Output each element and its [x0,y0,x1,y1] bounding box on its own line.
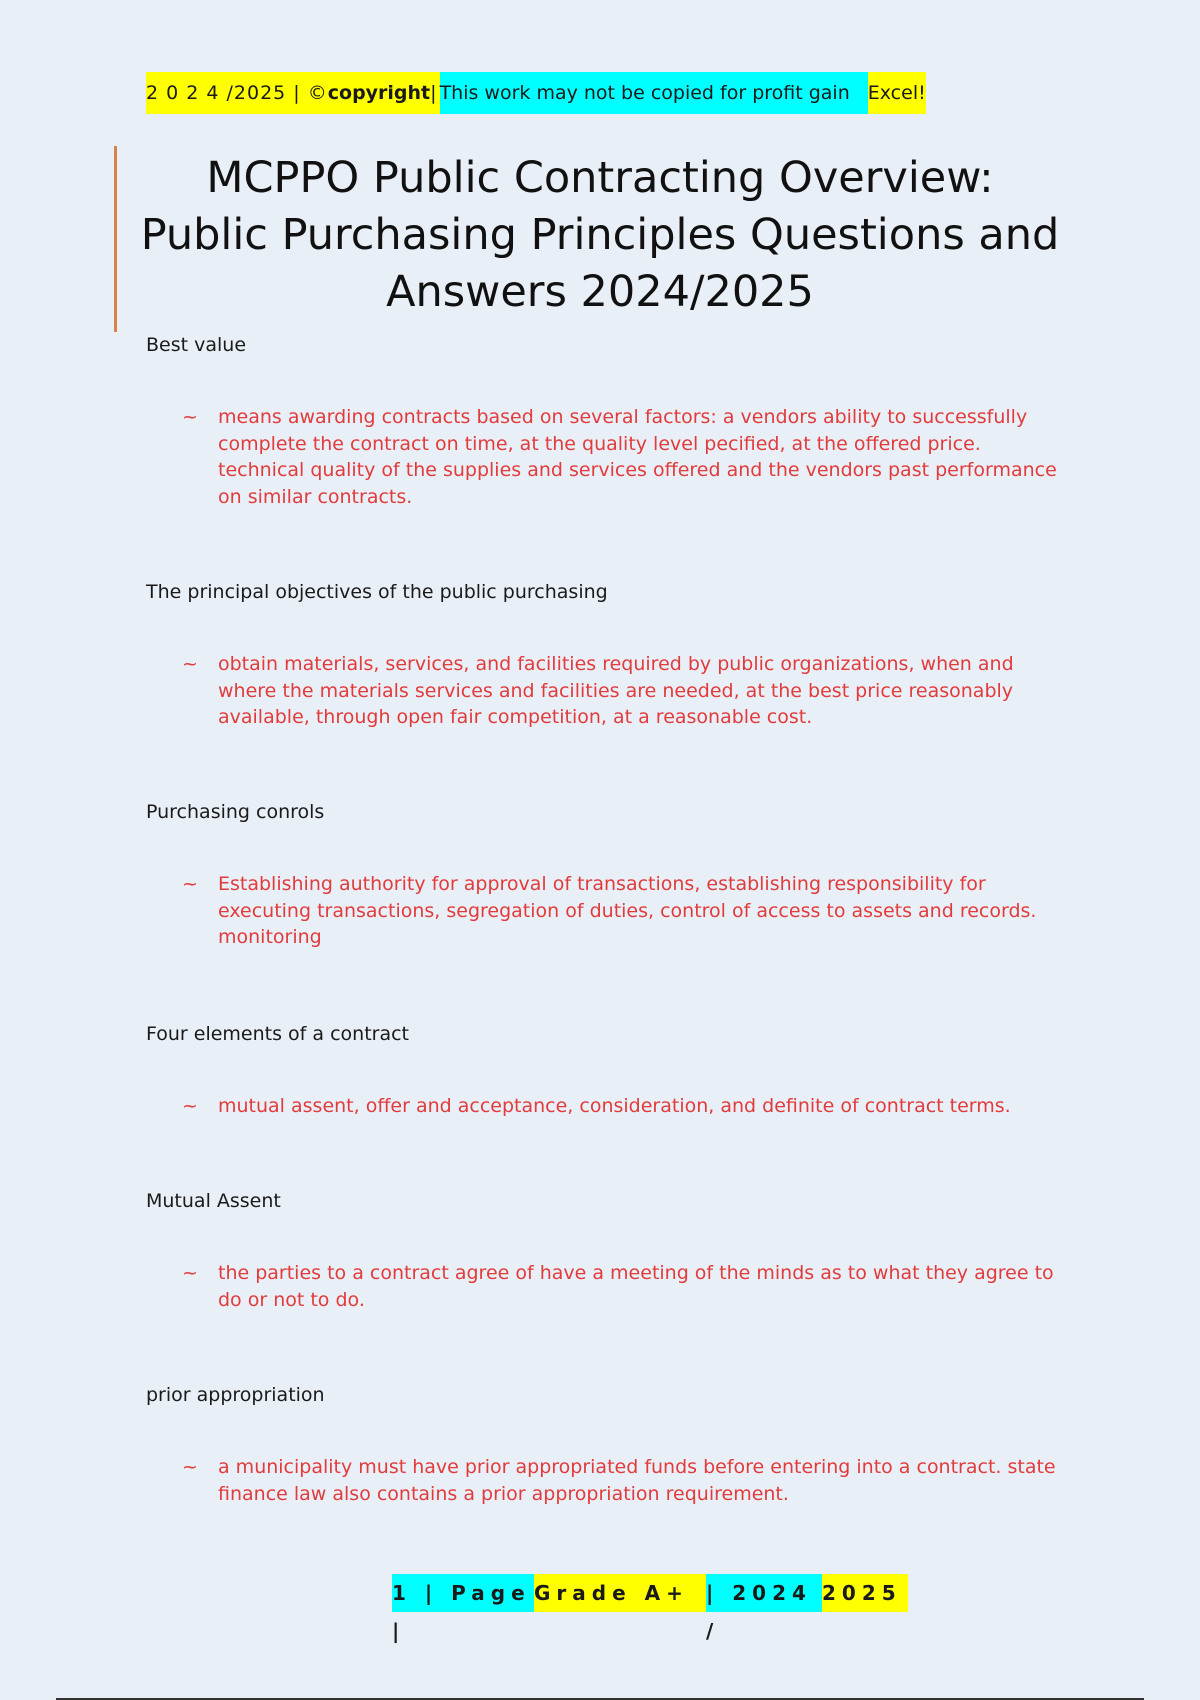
header-excel: Excel! [868,72,926,114]
qa-item [146,1023,1066,1120]
bullet-tilde-icon: ~ [182,406,198,428]
answer [146,651,1068,731]
answer [146,871,1068,951]
header-year-copyright [146,72,440,114]
qa-item [146,1190,1066,1313]
bullet-tilde-icon: ~ [182,1456,198,1478]
title-accent-bar [114,146,117,332]
footer-year-start: | 2024 / [706,1574,822,1612]
question: Four elements of a contract [146,1023,410,1045]
copyright-header [146,72,926,114]
answer-text: means awarding contracts based on several factors: a vendors ability to successfully complete the contract on time, at the quality level pecified, at the offered price. technical quality of the supplies and services offered and the vendors past performance on similar contracts. [218,406,1057,508]
question: Mutual Assent [146,1190,281,1212]
answer-text: Establishing authority for approval of transactions, establishing responsibility for executing transactions, segregation of duties, control of access to assets and records. monitoring [218,873,1037,948]
qa-item [146,581,1066,731]
document-title: MCPPO Public Contracting Overview: Public Purchasing Principles Questions and Answers 2024/2025 [140,153,1060,317]
header-copyright-word: copyright [327,82,431,104]
header-separator: | [430,82,438,104]
question: The principal objectives of the public purchasing [146,581,608,603]
answer [146,1454,1068,1507]
header-notice: This work may not be copied for profit gain [440,72,868,114]
header-year: 2 0 2 4 /2025 | © [146,82,328,104]
footer-grade: Grade A+ [534,1574,706,1612]
answer-text: the parties to a contract agree of have a meeting of the minds as to what they agree to do or not to do. [218,1262,1054,1311]
answer-text: mutual assent, offer and acceptance, consideration, and definite of contract terms. [218,1095,1011,1117]
answer [146,404,1068,510]
answer [146,1260,1068,1313]
qa-item [146,801,1066,951]
answer [146,1093,1068,1120]
bullet-tilde-icon: ~ [182,1095,198,1117]
question: Purchasing conrols [146,801,325,823]
bullet-tilde-icon: ~ [182,1262,198,1284]
answer-text: a municipality must have prior appropriated funds before entering into a contract. state finance law also contains a prior appropriation requirement. [218,1456,1056,1505]
page-footer [392,1574,908,1643]
footer-page-number: 1 | Page | [392,1574,534,1612]
qa-item [146,334,1066,510]
question: Best value [146,334,247,356]
qa-item [146,1384,1066,1507]
question: prior appropriation [146,1384,325,1406]
footer-year-end: 2025 [822,1574,908,1612]
bullet-tilde-icon: ~ [182,873,198,895]
bullet-tilde-icon: ~ [182,653,198,675]
answer-text: obtain materials, services, and facilities required by public organizations, when and where the materials services and facilities are needed, at the best price reasonably available, through open fair competition, at a reasonable cost. [218,653,1014,728]
